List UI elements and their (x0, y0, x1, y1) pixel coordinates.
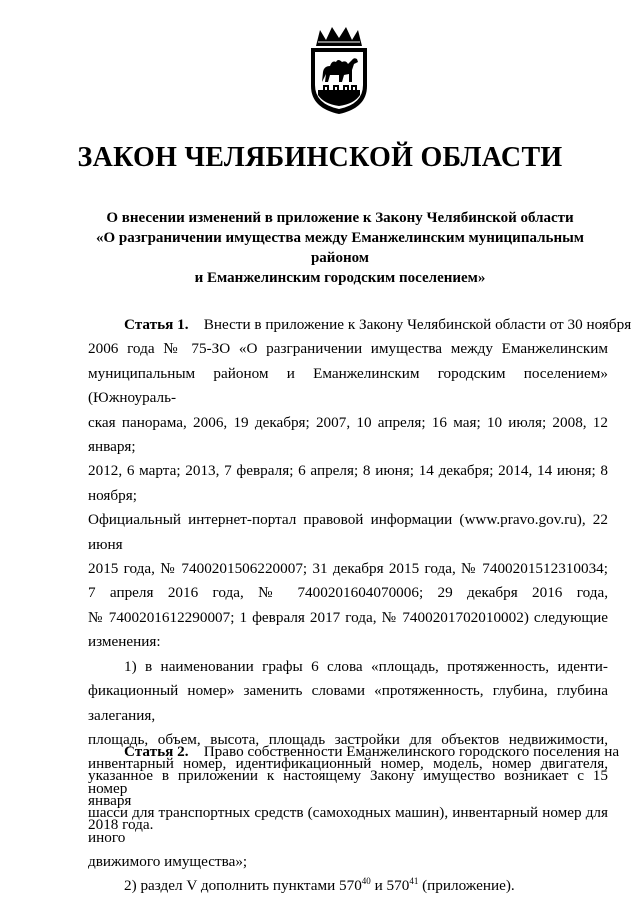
article-1-label: Статья 1. (124, 316, 189, 333)
article-1-line: 2012, 6 марта; 2013, 7 февраля; 6 апреля; 8 июня; 14 декабря; 2014, 14 июня; 8 ноября; (88, 462, 608, 504)
subtitle-line: «О разграничении имущества между Еманжелинским муниципальным районом (95, 230, 585, 266)
item-2-mid: и 570 (370, 877, 410, 895)
article-1-line: 2015 года, № 7400201506220007; 31 декабря 2015 года, № 7400201512310034; (88, 560, 608, 578)
article-2 (88, 740, 620, 838)
item-1-line: движимого имущества»; (88, 852, 248, 870)
subtitle-line: О внесении изменений в приложение к Закону Челябинской области (106, 210, 574, 226)
law-subtitle (70, 208, 610, 288)
article-2-first-line (88, 740, 620, 764)
item-1-line: 1) в наименовании графы 6 слова «площадь, протяженность, иденти- (124, 657, 608, 675)
item-1-line: шасси для транспортных средств (самоходных машин), инвентарный номер для иного (88, 804, 608, 846)
article-1-line: 7 апреля 2016 года, № 7400201604070006; 29 декабря 2016 года, (88, 584, 608, 602)
article-1-line: 2006 года № 75-ЗО «О разграничении имущества между Еманжелинским (88, 340, 608, 358)
article-1-line: № 7400201612290007; 1 февраля 2017 года, № 7400201702010002) следующие (88, 608, 608, 626)
article-1-line: изменения: (88, 633, 161, 651)
law-title: ЗАКОН ЧЕЛЯБИНСКОЙ ОБЛАСТИ (77, 142, 563, 173)
article-2-line: 2018 года. (88, 816, 154, 834)
item-1-line: площадь, объем, высота, площадь застройки для объектов недвижимости, (88, 730, 608, 748)
article-1-first-line (88, 313, 632, 337)
article-1-line: ская панорама, 2006, 19 декабря; 2007, 10 апреля; 16 мая; 10 июля; 2008, 12 января; (88, 413, 608, 456)
article-1-line: Официальный интернет-портал правовой информации (www.pravo.gov.ru), 22 июня (88, 511, 608, 553)
article-2-label: Статья 2. (124, 743, 189, 760)
article-2-text: Право собственности Еманжелинского городского поселения на (203, 743, 620, 760)
article-2-line: указанное в приложении к настоящему Закону имущество возникает с 15 января (88, 767, 608, 809)
item-2-suffix: (приложение). (418, 877, 515, 895)
chelyabinsk-coat-of-arms-icon (294, 24, 384, 116)
item-2-sup-1: 40 (361, 876, 371, 887)
item-2-sup-2: 41 (409, 876, 419, 887)
subtitle-line: и Еманжелинским городским поселением» (194, 270, 486, 286)
item-1-line: инвентарный номер, идентификационный номер, модель, номер двигателя, номер (88, 755, 608, 797)
item-2-line (88, 874, 608, 898)
item-1-line: фикационный номер» заменить словами «протяженность, глубина, глубина залегания, (88, 682, 608, 724)
article-1-text: Внести в приложение к Закону Челябинской области от 30 ноября (203, 316, 632, 333)
item-2-prefix: 2) раздел V дополнить пунктами 570 (124, 877, 362, 895)
article-1-line: муниципальным районом и Еманжелинским городским поселением» (Южноураль- (88, 364, 608, 407)
